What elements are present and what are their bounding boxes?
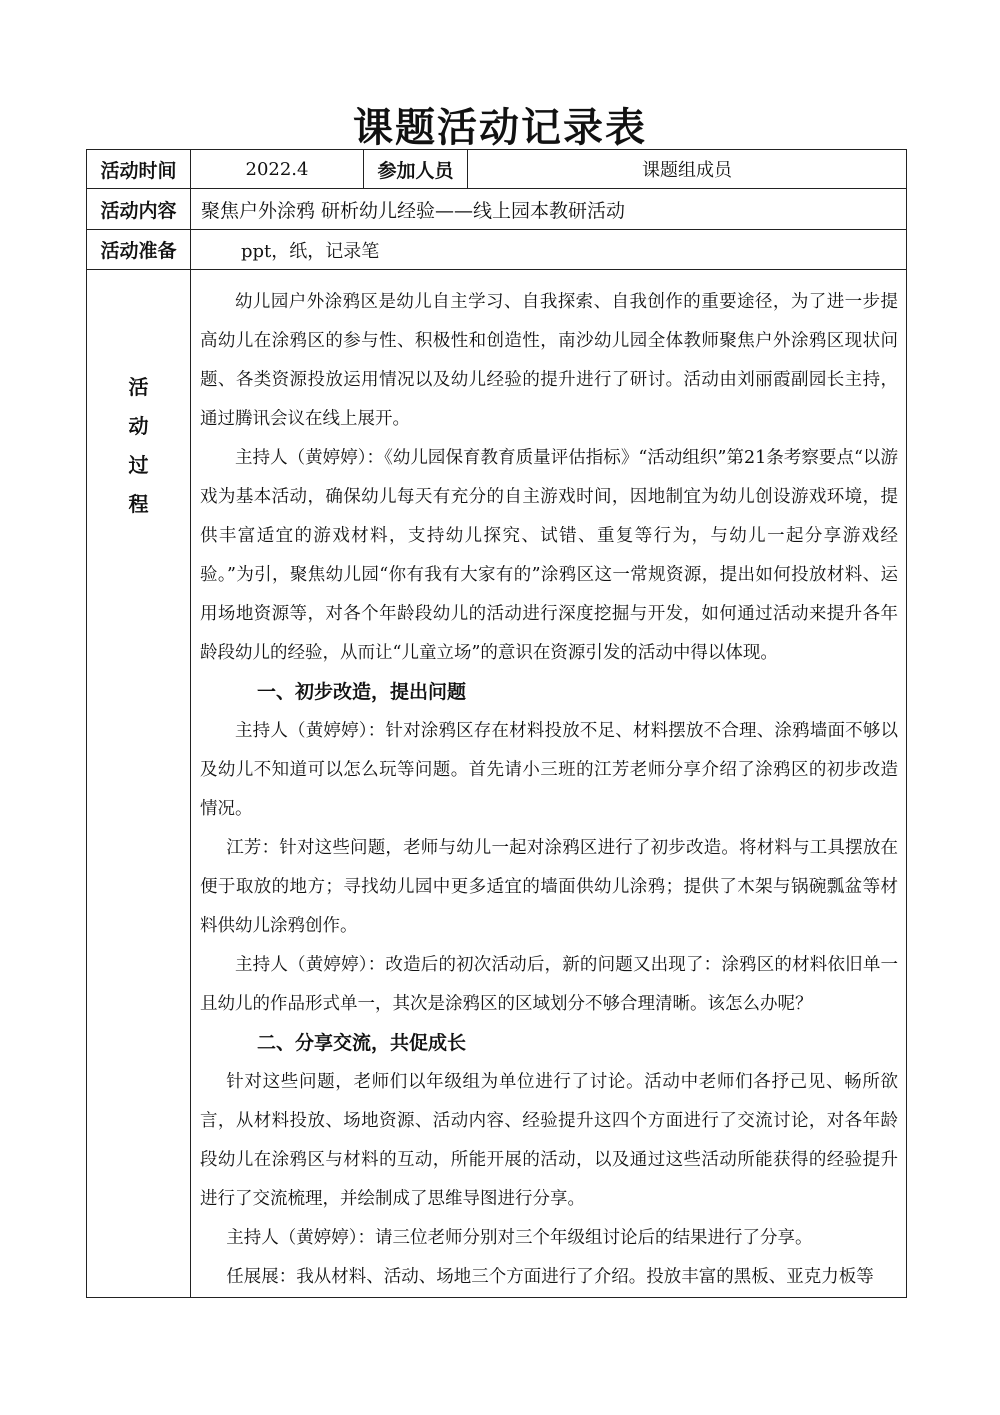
record-table <box>86 149 907 1298</box>
row-activity-prep <box>87 230 907 270</box>
section-heading: 一、初步改造，提出问题 <box>257 681 467 703</box>
process-paragraph: 任展展：我从材料、活动、场地三个方面进行了介绍。投放丰富的黑板、亚克力板等 <box>226 1267 874 1287</box>
process-paragraph: 主持人（黄婷婷）：《幼儿园保育教育质量评估指标》“活动组织”第21条考察要点“以游戏为基本活动，确保幼儿每天有充分的自主游戏时间，因地制宜为幼儿创设游戏环境，提供丰富适宜的游戏材料，支持幼儿探究、试错、重复等行为，与幼儿一起分享游戏经验。”为引，聚焦幼儿园“你有我有大家有的”涂鸦区这一常规资源，提出如何投放材料、运用场地资源等，对各个年龄段幼儿的活动进行深度挖掘与开发，如何通过活动来提升各年龄段幼儿的经验，从而让“儿童立场”的意识在资源引发的活动中得以体现。 <box>200 448 898 663</box>
activity-process-label <box>87 270 191 1298</box>
activity-prep-label: 活动准备 <box>87 230 191 270</box>
row-activity-time <box>87 150 907 189</box>
page-title: 课题活动记录表 <box>353 105 647 151</box>
row-activity-content <box>87 189 907 230</box>
process-paragraph: 江芳：针对这些问题，老师与幼儿一起对涂鸦区进行了初步改造。将材料与工具摆放在便于取放的地方；寻找幼儿园中更多适宜的墙面供幼儿涂鸦；提供了木架与锅碗瓢盆等材料供幼儿涂鸦创作。 <box>200 838 898 936</box>
process-label-char: 活 <box>128 375 149 399</box>
process-paragraph: 幼儿园户外涂鸦区是幼儿自主学习、自我探索、自我创作的重要途径，为了进一步提高幼儿在涂鸦区的参与性、积极性和创造性，南沙幼儿园全体教师聚焦户外涂鸦区现状问题、各类资源投放运用情况以及幼儿经验的提升进行了研讨。活动由刘丽霞副园长主持，通过腾讯会议在线上展开。 <box>200 292 898 429</box>
activity-time-label: 活动时间 <box>87 150 191 189</box>
row-activity-process <box>87 270 907 1298</box>
process-paragraph: 针对这些问题，老师们以年级组为单位进行了讨论。活动中老师们各抒己见、畅所欲言，从材料投放、场地资源、活动内容、经验提升这四个方面进行了交流讨论，对各年龄段幼儿在涂鸦区与材料的互动，所能开展的活动，以及通过这些活动所能获得的经验提升进行了交流梳理，并绘制成了思维导图进行分享。 <box>200 1072 898 1209</box>
process-paragraph: 主持人（黄婷婷）：针对涂鸦区存在材料投放不足、材料摆放不合理、涂鸦墙面不够以及幼儿不知道可以怎么玩等问题。首先请小三班的江芳老师分享介绍了涂鸦区的初步改造情况。 <box>200 721 898 819</box>
activity-process-body <box>191 270 907 1298</box>
activity-content-value: 聚焦户外涂鸦 研析幼儿经验——线上园本教研活动 <box>191 189 907 230</box>
participants-value: 课题组成员 <box>468 150 907 189</box>
activity-prep-value: ppt，纸，记录笔 <box>191 230 907 270</box>
process-label-char: 过 <box>128 453 149 477</box>
process-label-char: 程 <box>128 492 149 516</box>
activity-time-value: 2022.4 <box>191 150 364 189</box>
activity-content-label: 活动内容 <box>87 189 191 230</box>
process-paragraph: 主持人（黄婷婷）：改造后的初次活动后，新的问题又出现了：涂鸦区的材料依旧单一且幼儿的作品形式单一，其次是涂鸦区的区域划分不够合理清晰。该怎么办呢？ <box>200 955 898 1014</box>
section-heading: 二、分享交流，共促成长 <box>257 1032 467 1054</box>
participants-label: 参加人员 <box>364 150 468 189</box>
process-paragraph: 主持人（黄婷婷）：请三位老师分别对三个年级组讨论后的结果进行了分享。 <box>226 1228 813 1248</box>
process-label-char: 动 <box>128 414 149 438</box>
